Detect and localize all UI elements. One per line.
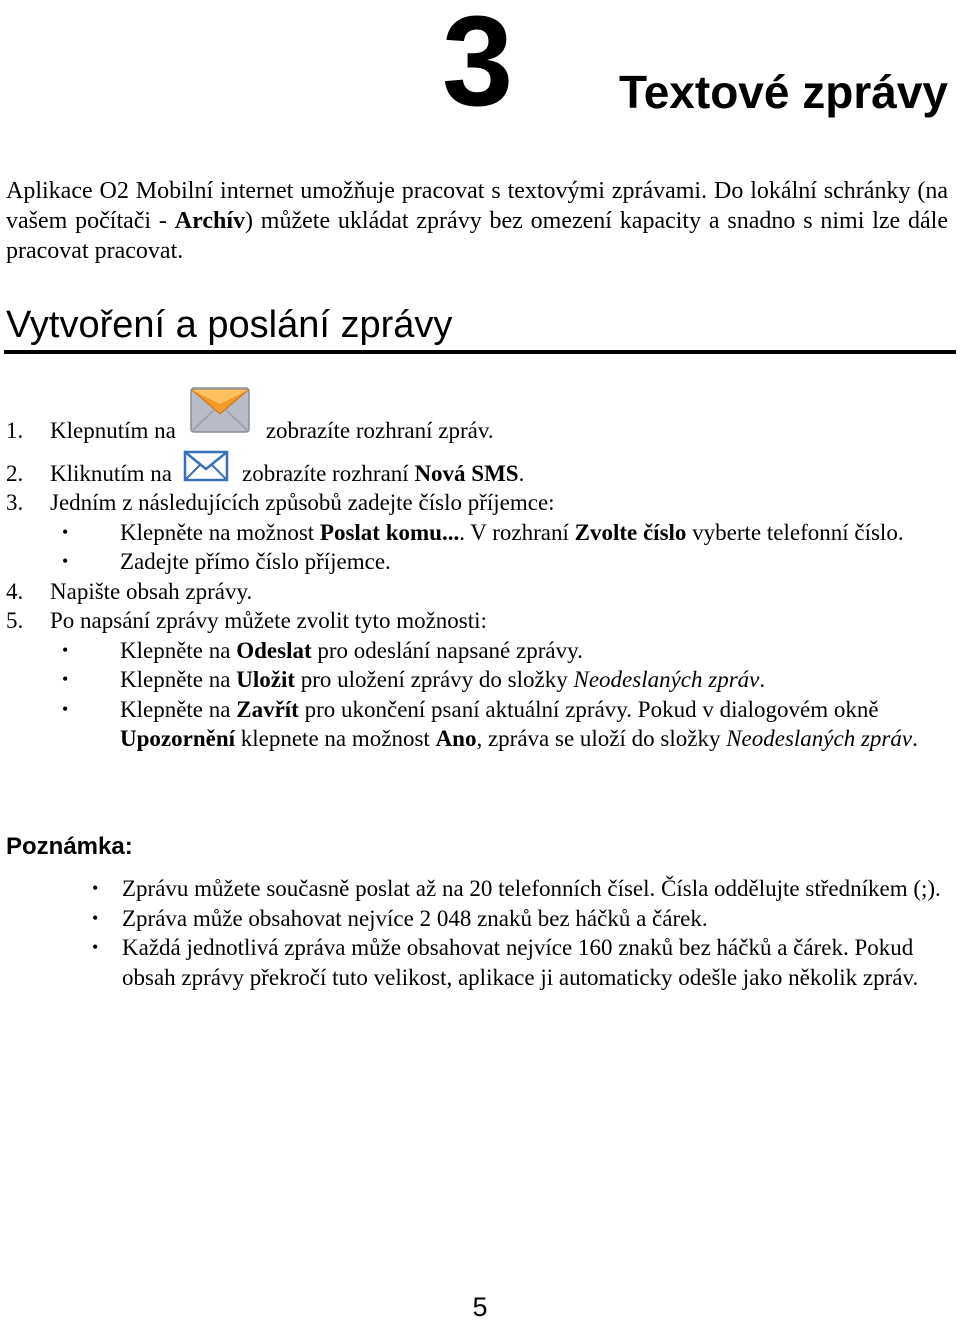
step-5-text: Po napsání zprávy můžete zvolit tyto možnosti: xyxy=(50,608,487,633)
step-number: 5. xyxy=(6,608,24,633)
step-2-before: Kliknutím na xyxy=(50,460,173,486)
step-2-after: zobrazíte rozhraní xyxy=(242,460,415,486)
bullet-icon: • xyxy=(62,551,69,571)
intro-archiv: Archív xyxy=(174,208,245,234)
bullet-icon: • xyxy=(92,937,99,957)
messages-envelope-icon xyxy=(188,374,252,438)
step-4-text: Napište obsah zprávy. xyxy=(50,578,253,604)
note-label: Poznámka: xyxy=(6,833,133,860)
italic-text: Neodeslaných zpráv xyxy=(726,726,913,751)
text: klepnete na možnost xyxy=(235,726,436,751)
bullet-icon: • xyxy=(92,878,99,898)
step-number: 1. xyxy=(6,418,24,443)
step-2-bold: Nová SMS xyxy=(414,460,519,486)
step-5-bullet-1 xyxy=(6,636,950,666)
bold-text: Ano xyxy=(435,726,477,751)
bold-text: Zavřít xyxy=(236,696,299,722)
step-number: 4. xyxy=(6,578,24,604)
text: Klepněte na xyxy=(120,696,237,722)
step-5 xyxy=(6,606,950,636)
note-item xyxy=(92,933,942,992)
steps-list xyxy=(6,416,950,754)
bullet-icon: • xyxy=(92,907,99,928)
text: Zadejte přímo číslo příjemce. xyxy=(120,549,391,574)
step-5-bullet-2 xyxy=(6,665,950,695)
bullet-icon: • xyxy=(62,698,69,719)
text: Klepněte na xyxy=(120,667,237,692)
section-title: Vytvoření a poslání zprávy xyxy=(6,304,453,346)
step-3-bullet-2 xyxy=(6,547,950,577)
bullet-icon: • xyxy=(62,521,69,542)
bold-text: Upozornění xyxy=(120,726,235,751)
note-item xyxy=(92,904,942,934)
text: . xyxy=(759,667,766,692)
step-2 xyxy=(6,459,950,489)
note-text: Zpráva může obsahovat nejvíce 2 048 znaků bez háčků a čárek. xyxy=(122,905,708,931)
text: pro uložení zprávy do složky xyxy=(295,667,574,692)
bold-text: Zvolte číslo xyxy=(574,519,687,545)
notes-list xyxy=(92,874,942,992)
step-3 xyxy=(6,488,950,518)
text: . V rozhraní xyxy=(459,519,575,545)
intro-text-2: ) můžete ukládat zprávy bez omezení kapacity a snadno s nimi lze dále pracovat pracovat. xyxy=(6,208,949,264)
bold-text: Uložit xyxy=(236,667,295,692)
step-3-text: Jedním z následujících způsobů zadejte číslo příjemce: xyxy=(50,490,555,515)
step-1-after: zobrazíte rozhraní zpráv. xyxy=(265,418,494,443)
step-1-before: Klepnutím na xyxy=(50,418,176,443)
note-text: Zprávu můžete současně poslat až na 20 telefonních čísel. Čísla oddělujte středníkem (;). xyxy=(122,876,941,901)
step-number: 3. xyxy=(6,490,24,515)
text: , zpráva se uloží do složky xyxy=(476,726,727,751)
page-number: 5 xyxy=(472,1292,488,1322)
intro-paragraph xyxy=(6,176,948,266)
text: pro ukončení psaní aktuální zprávy. Pokud v dialogovém okně xyxy=(298,696,879,722)
italic-text: Neodeslaných zpráv xyxy=(573,667,760,692)
bullet-icon: • xyxy=(62,669,69,689)
note-text: Každá jednotlivá zpráva může obsahovat nejvíce 160 znaků bez háčků a čárek. Pokud obsah zprávy překročí tuto velikost, aplikace ji automaticky odešle jako několik zpráv. xyxy=(122,935,919,990)
new-sms-envelope-icon xyxy=(182,449,230,485)
step-2-end: . xyxy=(518,460,525,486)
text: Klepněte na xyxy=(120,637,237,663)
bold-text: Poslat komu... xyxy=(319,519,460,545)
section-rule xyxy=(4,350,956,354)
step-4 xyxy=(6,577,950,607)
text: . xyxy=(912,726,918,751)
step-number: 2. xyxy=(6,460,24,486)
bullet-icon: • xyxy=(62,639,69,660)
step-5-bullet-3 xyxy=(6,695,950,754)
step-3-bullet-1 xyxy=(6,518,950,548)
chapter-number: 3 xyxy=(442,0,514,133)
text: pro odeslání napsané zprávy. xyxy=(311,637,583,663)
step-1 xyxy=(6,416,950,446)
text: Klepněte na možnost xyxy=(120,519,320,545)
chapter-title: Textové zprávy xyxy=(619,66,948,118)
intro-text-1: Aplikace O2 Mobilní internet umožňuje pracovat s textovými zprávami. Do lokální schránky (na vašem počítači - xyxy=(6,178,948,234)
text: vyberte telefonní číslo. xyxy=(686,519,904,545)
bold-text: Odeslat xyxy=(236,637,312,663)
note-item xyxy=(92,874,942,904)
